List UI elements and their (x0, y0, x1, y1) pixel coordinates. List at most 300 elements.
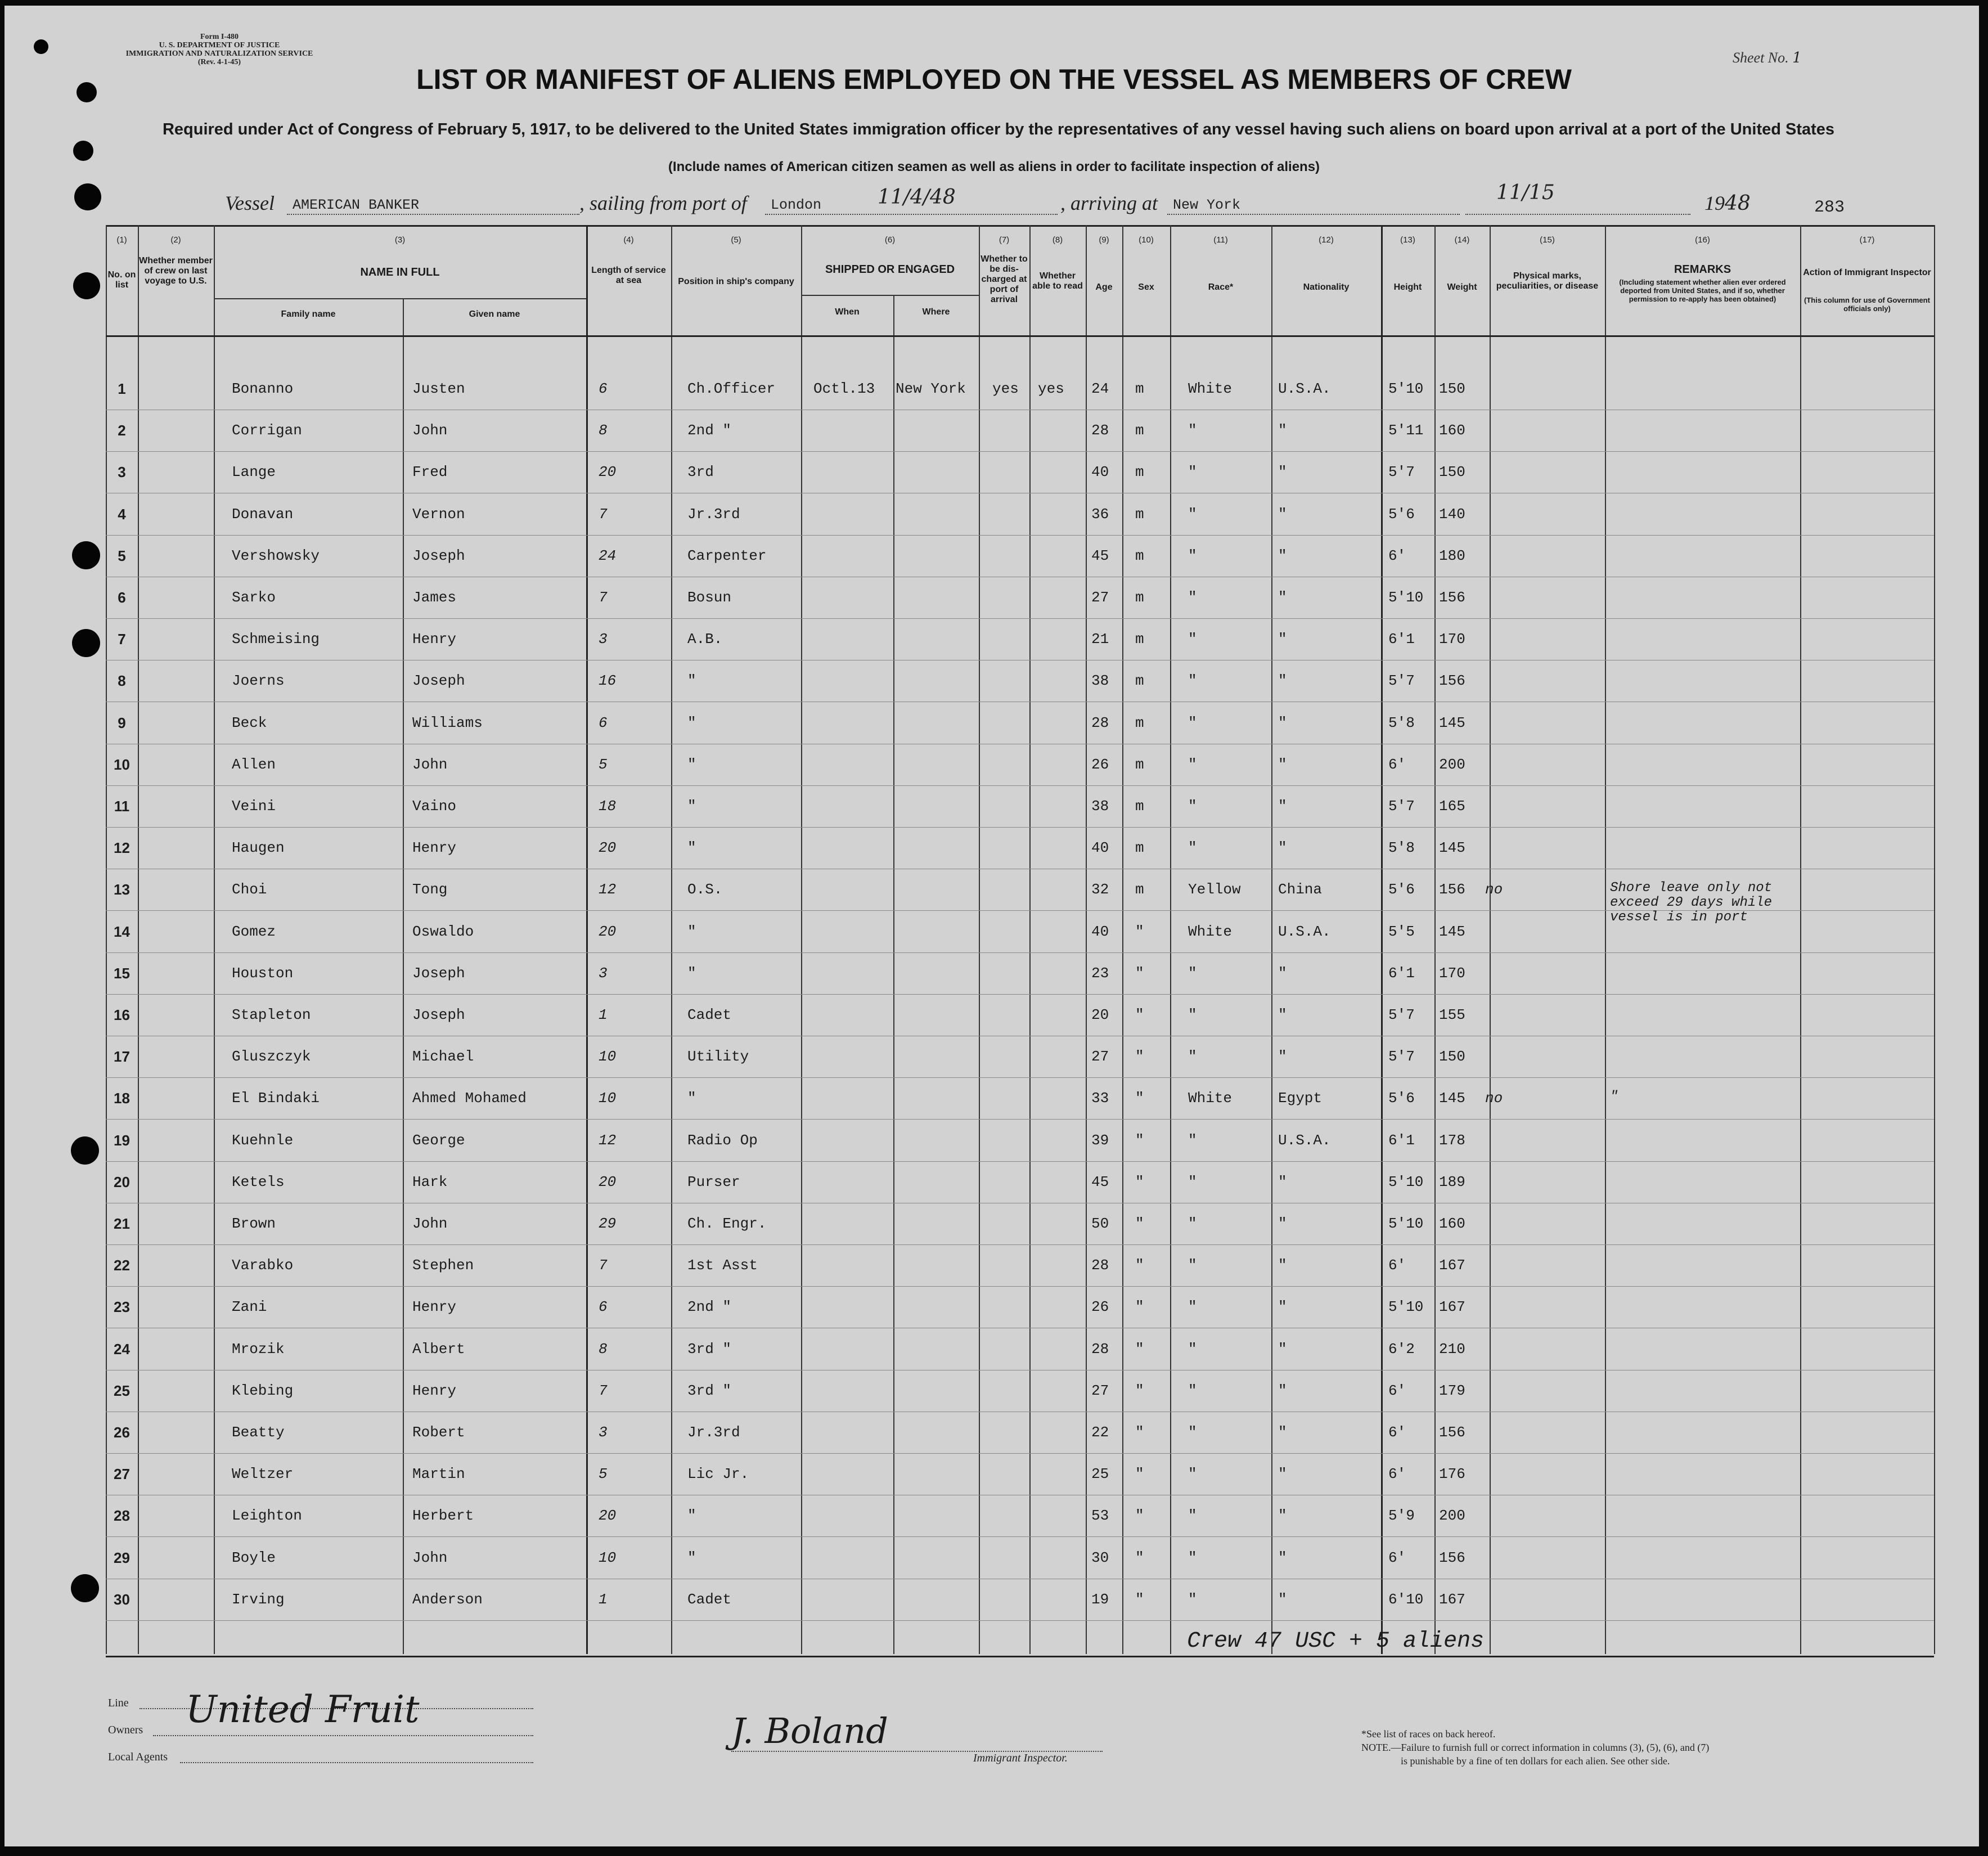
row-guide-line (106, 785, 1934, 786)
row-number: 16 (114, 1006, 130, 1023)
weight: 167 (1439, 1591, 1465, 1608)
age: 28 (1091, 1257, 1109, 1274)
sex: " (1135, 1382, 1144, 1399)
sex: m (1135, 422, 1144, 439)
family-name: Klebing (232, 1382, 294, 1399)
row-guide-line (106, 827, 1934, 828)
column-number: (13) (1400, 235, 1415, 245)
race: Yellow (1188, 881, 1241, 898)
row-number: 19 (114, 1132, 130, 1149)
weight: 145 (1439, 1090, 1465, 1107)
age: 26 (1091, 1298, 1109, 1315)
height: 6'1 (1388, 631, 1415, 648)
weight: 156 (1439, 589, 1465, 606)
sailing-field-line (765, 214, 1058, 215)
age: 24 (1091, 380, 1109, 397)
weight: 160 (1439, 422, 1465, 439)
age: 38 (1091, 798, 1109, 815)
length-of-service: 20 (599, 1174, 617, 1190)
family-name: Choi (232, 881, 267, 898)
height: 6' (1388, 1257, 1406, 1274)
column-number: (15) (1540, 235, 1555, 245)
given-name: Ahmed Mohamed (412, 1090, 527, 1107)
sailing-port: London (771, 197, 822, 213)
given-name: John (412, 756, 448, 773)
age: 28 (1091, 1341, 1109, 1358)
sex: m (1135, 547, 1144, 564)
row-guide-line (106, 1077, 1934, 1078)
family-name: Ketels (232, 1174, 285, 1190)
age: 53 (1091, 1507, 1109, 1524)
position: Lic Jr. (687, 1466, 749, 1482)
race: " (1188, 965, 1197, 982)
weight: 167 (1439, 1257, 1465, 1274)
row-number: 23 (114, 1298, 130, 1315)
header-action: Action of Immigrant Inspector (1803, 268, 1931, 277)
length-of-service: 20 (599, 839, 617, 856)
footer-area (106, 1665, 1934, 1666)
weight: 150 (1439, 1048, 1465, 1065)
header-action-note: (This column for use of Government officials only) (1804, 296, 1930, 313)
race: " (1188, 1591, 1197, 1608)
family-name: Houston (232, 965, 294, 982)
vessel-label: Vessel (225, 192, 275, 214)
nationality: " (1278, 1591, 1287, 1608)
row-number: 21 (114, 1215, 130, 1232)
weight: 200 (1439, 1507, 1465, 1524)
column-number: (17) (1859, 235, 1875, 245)
vessel-field-line (287, 214, 579, 215)
subheader-line (214, 298, 586, 299)
given-name: Henry (412, 631, 457, 648)
row-guide-line (106, 451, 1934, 452)
header-height: Height (1393, 282, 1422, 292)
nationality: " (1278, 1466, 1287, 1482)
position: " (687, 714, 696, 731)
sex: m (1135, 756, 1144, 773)
height: 6' (1388, 1424, 1406, 1441)
column-number: (8) (1052, 235, 1063, 245)
nationality: " (1278, 714, 1287, 731)
age: 21 (1091, 631, 1109, 648)
header-discharged: Whether to be dis-charged at port of arrival (980, 254, 1028, 304)
height: 6'10 (1388, 1591, 1424, 1608)
punch-hole (72, 629, 100, 657)
length-of-service: 6 (599, 714, 608, 731)
height: 5'10 (1388, 380, 1424, 397)
weight: 156 (1439, 672, 1465, 689)
position: " (687, 965, 696, 982)
column-divider (1490, 225, 1491, 1654)
given-name: Justen (412, 380, 465, 397)
sex: " (1135, 1090, 1144, 1107)
position: Radio Op (687, 1132, 758, 1149)
weight: 176 (1439, 1466, 1465, 1482)
column-divider (1086, 225, 1087, 1654)
local-agent-signature: United Fruit (186, 1688, 420, 1731)
family-name: Varabko (232, 1257, 294, 1274)
given-name: Martin (412, 1466, 465, 1482)
race: " (1188, 631, 1197, 648)
race: " (1188, 672, 1197, 689)
column-number: (10) (1139, 235, 1154, 245)
row-number: 28 (114, 1507, 130, 1524)
header-remarks-note: (Including statement whether alien ever ordered deported from United States, and if so, whether permission to re-apply has been obtained) (1619, 278, 1786, 303)
header-age: Age (1095, 282, 1113, 292)
nationality: " (1278, 506, 1287, 523)
row-number: 8 (118, 672, 126, 689)
owners-label: Owners (108, 1724, 143, 1736)
height: 5'5 (1388, 923, 1415, 940)
position: Ch.Officer (687, 380, 776, 397)
given-name: Anderson (412, 1591, 483, 1608)
family-name: Gomez (232, 923, 276, 940)
given-name: Michael (412, 1048, 474, 1065)
position: Carpenter (687, 547, 767, 564)
nationality: " (1278, 422, 1287, 439)
nationality: " (1278, 1341, 1287, 1358)
height: 5'8 (1388, 839, 1415, 856)
row-number: 2 (118, 422, 126, 439)
stamp-number: 283 (1814, 198, 1845, 217)
race: " (1188, 798, 1197, 815)
header-able-to-read: Whether able to read (1032, 271, 1083, 291)
footnote: *See list of races on back hereof. NOTE.—Failure to furnish full or correct information in columns (3), (5), (6), and (7) is punishable by a fine of ten dollars for each alien. See other side. (1361, 1728, 1710, 1767)
column-divider (403, 298, 404, 1654)
sex: " (1135, 1048, 1144, 1065)
race: " (1188, 1466, 1197, 1482)
discharged: yes (992, 380, 1019, 397)
height: 5'10 (1388, 589, 1424, 606)
length-of-service: 20 (599, 1507, 617, 1524)
age: 26 (1091, 756, 1109, 773)
row-guide-line (106, 952, 1934, 953)
nationality: " (1278, 1507, 1287, 1524)
race: " (1188, 1341, 1197, 1358)
nationality: " (1278, 1174, 1287, 1190)
punch-hole (71, 1574, 99, 1602)
position: Bosun (687, 589, 732, 606)
sex: " (1135, 1132, 1144, 1149)
row-guide-line (106, 1286, 1934, 1287)
given-name: Vaino (412, 798, 457, 815)
race: " (1188, 506, 1197, 523)
row-guide-line (106, 1244, 1934, 1245)
race: White (1188, 923, 1233, 940)
height: 6' (1388, 1382, 1406, 1399)
row-number: 30 (114, 1591, 130, 1608)
given-name: George (412, 1132, 465, 1149)
age: 28 (1091, 422, 1109, 439)
row-number: 20 (114, 1174, 130, 1190)
nationality: " (1278, 589, 1287, 606)
nationality: " (1278, 1549, 1287, 1566)
sex: " (1135, 1424, 1144, 1441)
sheet-number: Sheet No. 1 (1733, 50, 1802, 66)
sex: " (1135, 1298, 1144, 1315)
inspector-label: Immigrant Inspector. (973, 1752, 1068, 1764)
race: " (1188, 547, 1197, 564)
row-number: 3 (118, 464, 126, 480)
column-number: (11) (1213, 235, 1228, 245)
height: 6' (1388, 547, 1406, 564)
nationality: " (1278, 1382, 1287, 1399)
length-of-service: 3 (599, 631, 608, 648)
race: " (1188, 422, 1197, 439)
nationality: " (1278, 756, 1287, 773)
column-number: (6) (884, 235, 896, 245)
height: 6' (1388, 1549, 1406, 1566)
sex: m (1135, 631, 1144, 648)
nationality: " (1278, 1048, 1287, 1065)
column-number: (3) (394, 235, 406, 245)
header-name-in-full: NAME IN FULL (360, 266, 440, 278)
row-number: 7 (118, 631, 126, 648)
family-name: Lange (232, 464, 276, 480)
nationality: " (1278, 1006, 1287, 1023)
height: 5'10 (1388, 1174, 1424, 1190)
weight: 156 (1439, 1549, 1465, 1566)
remarks: " (1610, 1089, 1618, 1104)
page-subtitle: Required under Act of Congress of February 5, 1917, to be delivered to the United States immigration officer by the representatives of any vessel having such aliens on board upon arrival at a port of the United States (162, 120, 1835, 138)
position: Jr.3rd (687, 506, 740, 523)
position: O.S. (687, 881, 723, 898)
weight: 150 (1439, 380, 1465, 397)
position: " (687, 798, 696, 815)
nationality: U.S.A. (1278, 1132, 1331, 1149)
length-of-service: 1 (599, 1006, 608, 1023)
row-number: 9 (118, 714, 126, 731)
weight: 145 (1439, 839, 1465, 856)
race: White (1188, 380, 1233, 397)
weight: 150 (1439, 464, 1465, 480)
header-race: Race* (1208, 282, 1234, 292)
height: 5'6 (1388, 881, 1415, 898)
column-divider (214, 225, 215, 1654)
age: 45 (1091, 1174, 1109, 1190)
given-name: Henry (412, 1382, 457, 1399)
position: 2nd " (687, 422, 732, 439)
given-name: John (412, 1215, 448, 1232)
race: " (1188, 1424, 1197, 1441)
row-number: 29 (114, 1549, 130, 1566)
length-of-service: 1 (599, 1591, 608, 1608)
height: 6'1 (1388, 1132, 1415, 1149)
header-bottom-line (106, 335, 1934, 337)
arrival-date-line (1465, 214, 1690, 215)
sex: m (1135, 589, 1144, 606)
length-of-service: 7 (599, 1382, 608, 1399)
family-name: Donavan (232, 506, 294, 523)
column-divider (138, 225, 139, 1654)
age: 27 (1091, 1382, 1109, 1399)
subheader-line (801, 295, 979, 296)
length-of-service: 10 (599, 1090, 617, 1107)
race: " (1188, 1257, 1197, 1274)
age: 36 (1091, 506, 1109, 523)
header-no-on-list: No. on list (107, 270, 136, 290)
age: 20 (1091, 1006, 1109, 1023)
nationality: " (1278, 839, 1287, 856)
given-name: Herbert (412, 1507, 474, 1524)
sex: m (1135, 839, 1144, 856)
race: " (1188, 1507, 1197, 1524)
position: Cadet (687, 1006, 732, 1023)
given-name: Oswaldo (412, 923, 474, 940)
nationality: " (1278, 798, 1287, 815)
row-number: 18 (114, 1090, 130, 1107)
local-agents-field (180, 1762, 533, 1763)
weight: 160 (1439, 1215, 1465, 1232)
age: 28 (1091, 714, 1109, 731)
height: 5'10 (1388, 1298, 1424, 1315)
length-of-service: 18 (599, 798, 617, 815)
sex: " (1135, 1507, 1144, 1524)
sex: " (1135, 1006, 1144, 1023)
column-divider (1381, 225, 1383, 1654)
row-guide-line (106, 1161, 1934, 1162)
given-name: Robert (412, 1424, 465, 1441)
age: 38 (1091, 672, 1109, 689)
column-number: (2) (170, 235, 181, 245)
position: Utility (687, 1048, 749, 1065)
race: " (1188, 1382, 1197, 1399)
sex: " (1135, 1257, 1144, 1274)
race: " (1188, 1215, 1197, 1232)
family-name: Beck (232, 714, 267, 731)
height: 5'9 (1388, 1507, 1415, 1524)
given-name: Henry (412, 839, 457, 856)
inspector-signature: J. Boland (731, 1710, 888, 1751)
punch-hole (74, 183, 101, 210)
column-divider (1170, 225, 1171, 1654)
position: Ch. Engr. (687, 1215, 767, 1232)
length-of-service: 29 (599, 1215, 617, 1232)
nationality: " (1278, 547, 1287, 564)
age: 45 (1091, 547, 1109, 564)
family-name: Weltzer (232, 1466, 294, 1482)
sex: " (1135, 1215, 1144, 1232)
nationality: " (1278, 1424, 1287, 1441)
given-name: Joseph (412, 547, 465, 564)
age: 39 (1091, 1132, 1109, 1149)
punch-hole (34, 39, 48, 54)
row-number: 12 (114, 839, 130, 856)
family-name: Corrigan (232, 422, 302, 439)
weight: 170 (1439, 965, 1465, 982)
family-name: Mrozik (232, 1341, 285, 1358)
header-physical-marks: Physical marks, peculiarities, or disease (1496, 271, 1599, 291)
family-name: Zani (232, 1298, 267, 1315)
height: 5'7 (1388, 672, 1415, 689)
weight: 170 (1439, 631, 1465, 648)
family-name: Beatty (232, 1424, 285, 1441)
remarks: Shore leave only not exceed 29 days while vessel is in port (1610, 880, 1773, 925)
row-number: 22 (114, 1257, 130, 1274)
column-divider (1029, 225, 1031, 1654)
weight: 156 (1439, 881, 1465, 898)
height: 5'8 (1388, 714, 1415, 731)
sex: m (1135, 798, 1144, 815)
sex: m (1135, 881, 1144, 898)
sex: " (1135, 1549, 1144, 1566)
column-number: (12) (1319, 235, 1334, 245)
punch-hole (71, 1136, 99, 1165)
row-number: 5 (118, 547, 126, 564)
race: " (1188, 1174, 1197, 1190)
header-given-name: Given name (469, 309, 520, 319)
nationality: China (1278, 881, 1323, 898)
age: 27 (1091, 1048, 1109, 1065)
header-remarks: REMARKS (1674, 263, 1731, 276)
column-divider (1122, 225, 1123, 1654)
column-divider (671, 225, 672, 1654)
crew-summary-note: Crew 47 USC + 5 aliens (1187, 1629, 1485, 1654)
race: " (1188, 1006, 1197, 1023)
weight: 179 (1439, 1382, 1465, 1399)
position: 3rd (687, 464, 714, 480)
position: " (687, 1549, 696, 1566)
column-divider (1434, 225, 1436, 1654)
family-name: Stapleton (232, 1006, 311, 1023)
family-name: Kuehnle (232, 1132, 294, 1149)
form-identifier: Form I-480 U. S. DEPARTMENT OF JUSTICE IMMIGRATION AND NATURALIZATION SERVICE (Rev. 4-1-45) (125, 33, 313, 66)
nationality: " (1278, 965, 1287, 982)
given-name: Stephen (412, 1257, 474, 1274)
page-title: LIST OR MANIFEST OF ALIENS EMPLOYED ON THE VESSEL AS MEMBERS OF CREW (416, 64, 1572, 95)
race: " (1188, 464, 1197, 480)
sex: " (1135, 1341, 1144, 1358)
height: 6' (1388, 756, 1406, 773)
given-name: Joseph (412, 1006, 465, 1023)
arriving-field-line (1167, 214, 1460, 215)
length-of-service: 3 (599, 1424, 608, 1441)
given-name: Hark (412, 1174, 448, 1190)
age: 33 (1091, 1090, 1109, 1107)
column-divider (979, 225, 980, 1654)
weight: 145 (1439, 923, 1465, 940)
nationality: Egypt (1278, 1090, 1323, 1107)
length-of-service: 5 (599, 756, 608, 773)
length-of-service: 5 (599, 1466, 608, 1482)
family-name: Joerns (232, 672, 285, 689)
height: 5'7 (1388, 464, 1415, 480)
column-divider (801, 225, 802, 1654)
length-of-service: 7 (599, 589, 608, 606)
family-name: Schmeising (232, 631, 320, 648)
family-name: Boyle (232, 1549, 276, 1566)
sex: " (1135, 1591, 1144, 1608)
row-number: 6 (118, 589, 126, 606)
row-guide-line (106, 1119, 1934, 1120)
punch-hole (73, 272, 100, 299)
row-number: 26 (114, 1424, 130, 1441)
position: " (687, 756, 696, 773)
given-name: Williams (412, 714, 483, 731)
length-of-service: 6 (599, 380, 608, 397)
family-name: Vershowsky (232, 547, 320, 564)
age: 30 (1091, 1549, 1109, 1566)
sex: " (1135, 965, 1144, 982)
weight: 189 (1439, 1174, 1465, 1190)
row-guide-line (106, 994, 1934, 995)
weight: 178 (1439, 1132, 1465, 1149)
race: " (1188, 839, 1197, 856)
family-name: Leighton (232, 1507, 302, 1524)
given-name: Joseph (412, 965, 465, 982)
given-name: Tong (412, 881, 448, 898)
family-name: Irving (232, 1591, 285, 1608)
